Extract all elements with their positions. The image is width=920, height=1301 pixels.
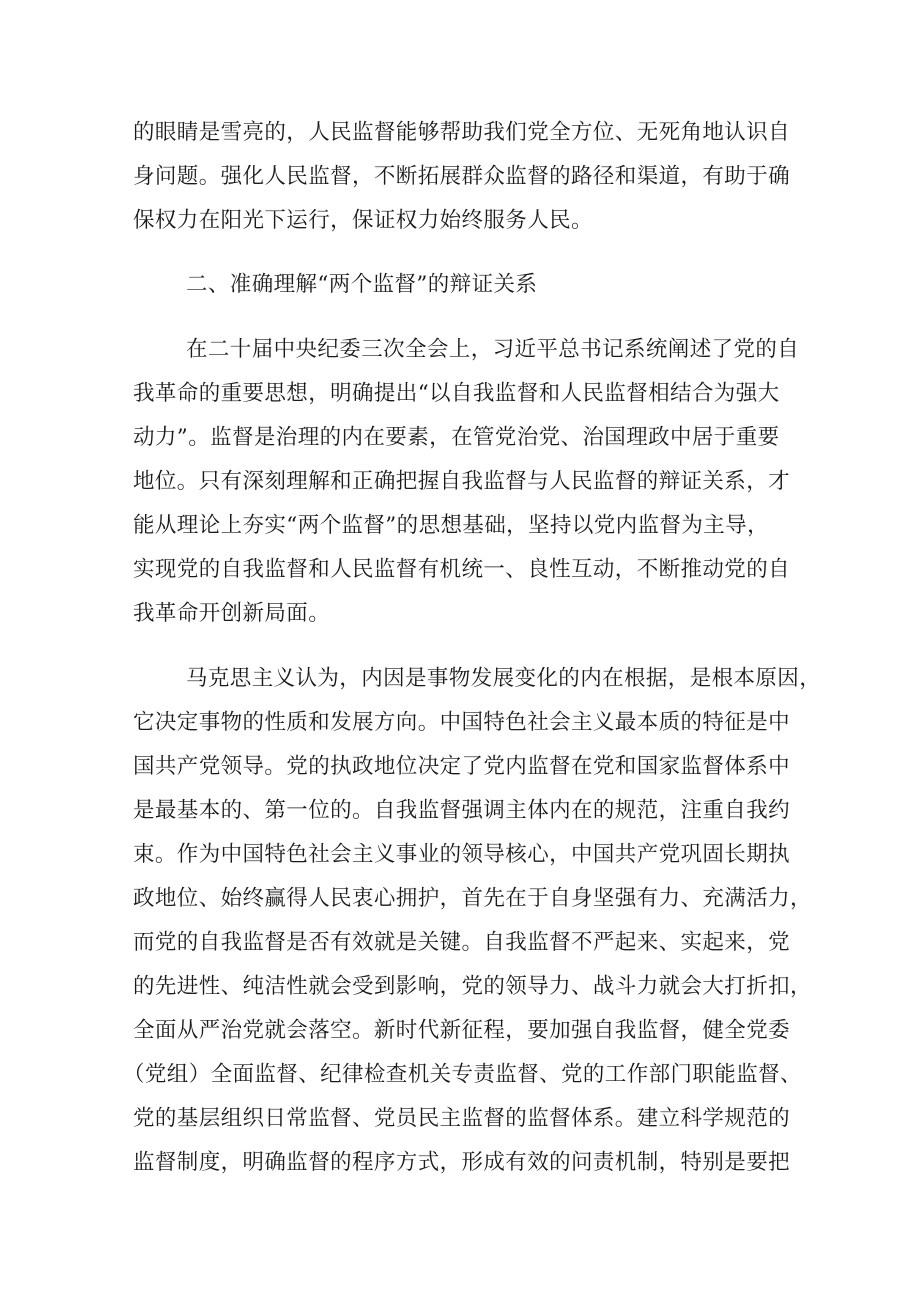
text-line-content: 全面从严治党就会落空。新时代新征程，要加强自我监督，健全党委	[133, 1018, 791, 1043]
text-line	[0, 1055, 920, 1095]
text-line	[0, 747, 920, 787]
text-line-content: 动力”。监督是治理的内在要素，在管党治党、治国理政中居于重要	[133, 425, 780, 450]
section-heading-text: 二、准确理解“两个监督”的辩证关系	[186, 272, 538, 297]
text-line-content: 能从理论上夯实“两个监督”的思想基础，坚持以党内监督为主导，	[133, 513, 769, 538]
text-line-content: 我革命开创新局面。	[133, 601, 331, 626]
text-line-content: 的眼睛是雪亮的，人民监督能够帮助我们党全方位、无死角地认识自	[133, 120, 791, 145]
text-line	[0, 967, 920, 1007]
text-line	[0, 791, 920, 831]
text-line-content: 保权力在阳光下运行，保证权力始终服务人民。	[133, 208, 593, 233]
text-line-content: 国共产党领导。党的执政地位决定了党内监督在党和国家监督体系中	[133, 754, 791, 779]
text-line	[0, 659, 920, 699]
section-heading	[0, 265, 920, 305]
text-line-content: 政地位、始终赢得人民衷心拥护，首先在于自身坚强有力、充满活力，	[133, 886, 812, 911]
text-line	[0, 1011, 920, 1051]
text-line-content: 身问题。强化人民监督，不断拓展群众监督的路径和渠道，有助于确	[133, 164, 791, 189]
text-line	[0, 879, 920, 919]
text-line-content: 我革命的重要思想，明确提出“以自我监督和人民监督相结合为强大	[133, 381, 780, 406]
text-line	[0, 835, 920, 875]
text-line-content: 在二十届中央纪委三次全会上，习近平总书记系统阐述了党的自	[186, 337, 800, 362]
text-line	[0, 550, 920, 590]
text-line	[0, 157, 920, 197]
text-line	[0, 462, 920, 502]
text-line-content: 马克思主义认为，内因是事物发展变化的内在根据，是根本原因，	[186, 666, 822, 691]
text-line	[0, 703, 920, 743]
text-line	[0, 923, 920, 963]
text-line-content: 而党的自我监督是否有效就是关键。自我监督不严起来、实起来，党	[133, 930, 791, 955]
text-line	[0, 506, 920, 546]
text-line	[0, 1099, 920, 1139]
text-line-content: （党组）全面监督、纪律检查机关专责监督、党的工作部门职能监督、	[123, 1062, 802, 1087]
text-line	[0, 330, 920, 370]
text-line-content: 实现党的自我监督和人民监督有机统一、良性互动，不断推动党的自	[133, 557, 791, 582]
text-line-content: 是最基本的、第一位的。自我监督强调主体内在的规范，注重自我约	[133, 798, 791, 823]
text-line	[0, 374, 920, 414]
text-line-content: 党的基层组织日常监督、党员民主监督的监督体系。建立科学规范的	[133, 1106, 791, 1131]
text-line-content: 它决定事物的性质和发展方向。中国特色社会主义最本质的特征是中	[133, 710, 791, 735]
text-line-content: 地位。只有深刻理解和正确把握自我监督与人民监督的辩证关系，才	[133, 469, 791, 494]
text-line	[0, 418, 920, 458]
text-line	[0, 594, 920, 634]
text-line-content: 束。作为中国特色社会主义事业的领导核心，中国共产党巩固长期执	[133, 842, 791, 867]
text-line	[0, 1143, 920, 1183]
text-line	[0, 201, 920, 241]
text-line-content: 监督制度，明确监督的程序方式，形成有效的问责机制，特别是要把	[133, 1150, 791, 1175]
text-line	[0, 113, 920, 153]
text-line-content: 的先进性、纯洁性就会受到影响，党的领导力、战斗力就会大打折扣，	[133, 974, 812, 999]
